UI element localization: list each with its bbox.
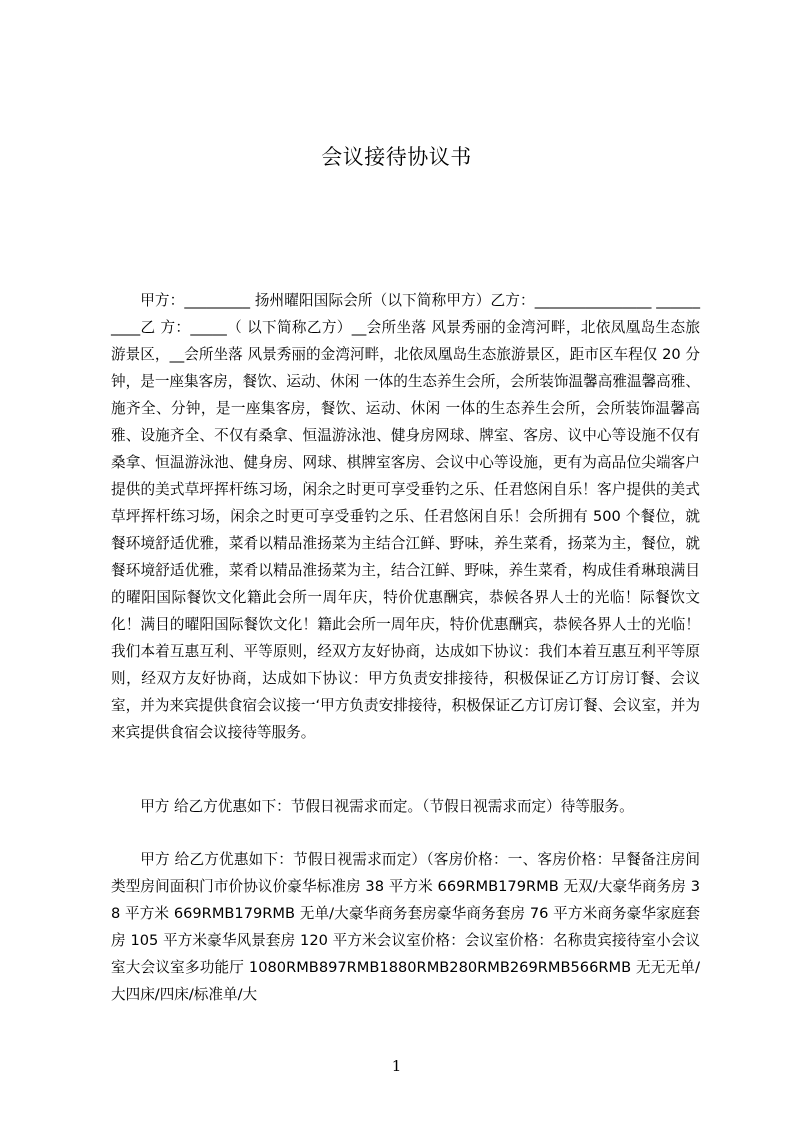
page-number: 1 — [391, 1057, 402, 1075]
agreement-paragraph-discount: 甲方 给乙方优惠如下：节假日视需求而定。（节假日视需求而定）待等服务。 — [140, 798, 634, 815]
agreement-paragraph-intro: 甲方：_________ 扬州曜阳国际会所（以下简称甲方）乙方：________________ __________乙 方：_____（ 以下简称乙方）__会所坐落 风景秀丽的金湾河畔，北依凤凰岛生态旅游景区，__会所坐落 风景秀丽的金湾河畔，北依凤凰岛生态旅游景区，距市区车程仅 20 分钟，是一座集客房，餐饮、运动、休闲 一体的生态养生会所，会所装饰温馨高雅温馨高雅、施齐全、分钟，是一座集客房，餐饮、运动、休闲 一体的生态养生会所，会所装饰温馨高雅、设施齐全、不仅有桑拿、恒温游泳池、健身房网球、牌室、客房、议中心等设施不仅有桑拿、恒温游泳池、健身房、网球、棋牌室客房、会议中心等设施，更有为高品位尖端客户提供的美式草坪挥杆练习场，闲余之时更可享受垂钓之乐、任君悠闲自乐！客户提供的美式草坪挥杆练习场，闲余之时更可享受垂钓之乐、任君悠闲自乐！会所拥有 500 个餐位，就餐环境舒适优雅，菜肴以精品淮扬菜为主结合江鲜、野味，养生菜肴，扬菜为主，餐位，就餐环境舒适优雅，菜肴以精品淮扬菜为主，结合江鲜、野味，养生菜肴，构成佳肴琳琅满目的曜阳国际餐饮文化籍此会所一周年庆，特价优惠酬宾，恭候各界人士的光临！际餐饮文化！满目的曜阳国际餐饮文化！籍此会所一周年庆，特价优惠酬宾，恭候各界人士的光临！我们本着互惠互利、平等原则，经双方友好协商，达成如下协议：我们本着互惠互利平等原则，经双方友好协商，达成如下协议：甲方负责安排接待，积极保证乙方订房订餐、会议室，并为来宾提供食宿会议接一‘甲方负责安排接待，积极保证乙方订房订餐、会议室，并为来宾提供食宿会议接待等服务。 — [111, 292, 700, 741]
agreement-paragraph-pricing: 甲方 给乙方优惠如下：节假日视需求而定）（客房价格：一、客房价格：早餐备注房间类型房间面积门市价协议价豪华标准房 38 平方米 669RMB179RMB 无双/大豪华商务房 38 平方米 669RMB179RMB 无单/大豪华商务套房豪华商务套房 76 平方米商务豪华家庭套房 105 平方米豪华风景套房 120 平方米会议室价格：会议室价格：名称贵宾接待室小会议室大会议室多功能厅 1080RMB897RMB1880RMB280RMB269RMB566RMB 无无无单/大四床/四床/标准单/大 — [111, 851, 700, 1003]
document-title: 会议接待协议书 — [321, 145, 472, 169]
